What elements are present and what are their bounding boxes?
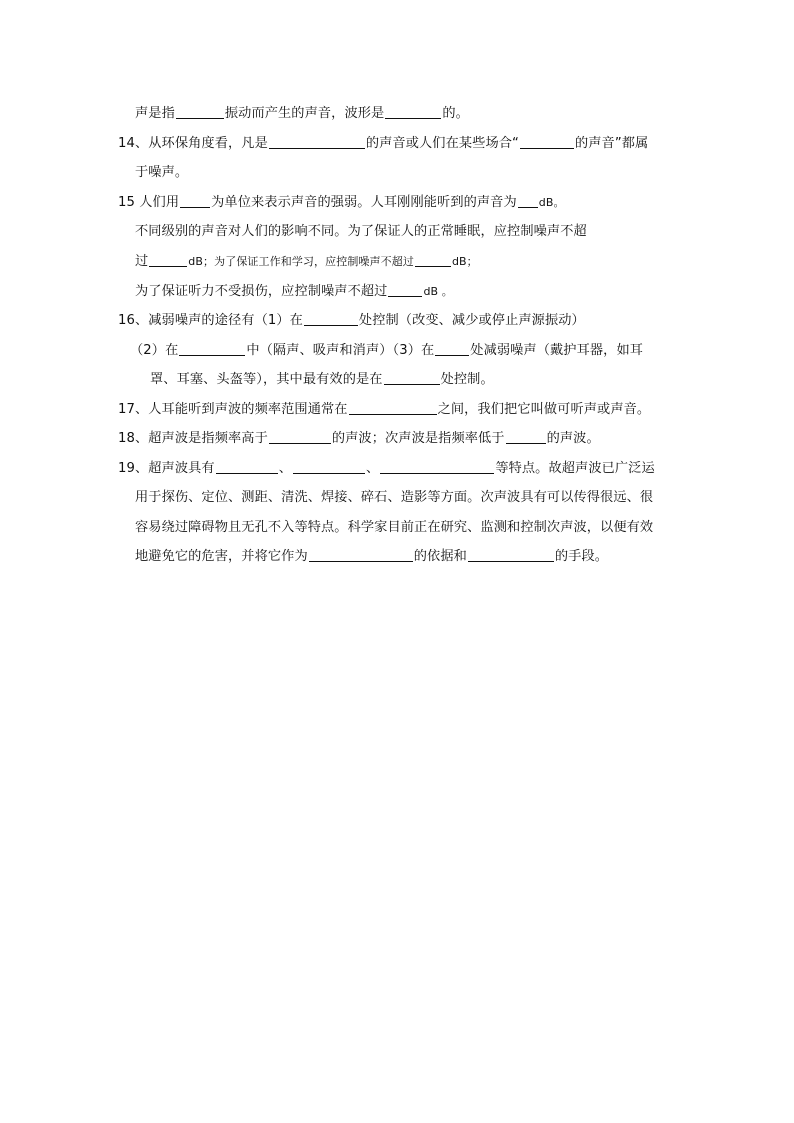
answer-blank[interactable] — [520, 135, 574, 149]
answer-blank[interactable] — [435, 342, 469, 356]
q17-line-1 — [118, 401, 650, 419]
answer-blank[interactable] — [179, 342, 245, 356]
q16-line-1 — [118, 312, 585, 330]
text: 罩、耳塞、头盔等），其中最有效的是在 — [150, 372, 383, 387]
text: 容易绕过障碍物且无孔不入等特点。科学家目前正在研究、监测和控制次声波，以便有效 — [135, 520, 654, 535]
text: 的声波。 — [546, 431, 600, 446]
answer-blank[interactable] — [415, 253, 451, 267]
text: 处减弱噪声（戴护耳器，如耳 — [470, 343, 644, 358]
text: 过 — [135, 254, 149, 269]
text: （2）在 — [130, 343, 179, 358]
text: 的手段。 — [554, 549, 609, 564]
q16-line-2 — [130, 342, 643, 360]
text: 的声音”都属 — [574, 136, 649, 151]
text: 16、减弱噪声的途径有（1）在 — [118, 313, 303, 328]
text: 为单位来表示声音的强弱。人耳刚刚能听到的声音为 — [211, 195, 517, 210]
q15-line-2 — [135, 223, 587, 241]
answer-blank[interactable] — [269, 430, 331, 444]
text: 处控制（改变、减少或停止声源振动） — [358, 313, 585, 328]
text: 振动而产生的声音，波形是 — [224, 106, 385, 121]
answer-blank[interactable] — [309, 548, 413, 562]
answer-blank[interactable] — [518, 194, 538, 208]
text: 15 人们用 — [118, 195, 180, 210]
answer-blank[interactable] — [269, 135, 365, 149]
answer-blank[interactable] — [180, 194, 210, 208]
text: 为了保证听力不受损伤，应控制噪声不超过 — [135, 284, 388, 299]
q19-line-4 — [135, 548, 608, 566]
answer-blank[interactable] — [384, 371, 440, 385]
q16-line-3 — [150, 371, 494, 389]
answer-blank[interactable] — [149, 253, 187, 267]
text: 地避免它的危害，并将它作为 — [135, 549, 308, 564]
text: 的声波；次声波是指频率低于 — [331, 431, 505, 446]
q19-line-2 — [135, 489, 653, 507]
text: 、 — [278, 461, 293, 476]
text: dB；为了保证工作和学习，应控制噪声不超过 — [188, 255, 414, 268]
answer-blank[interactable] — [506, 430, 546, 444]
text: 等特点。故超声波已广泛运 — [495, 461, 655, 476]
text: 声是指 — [135, 106, 175, 121]
text: 处控制。 — [440, 372, 494, 387]
text: dB。 — [538, 196, 565, 209]
text: 的。 — [442, 106, 469, 121]
q19-line-3 — [135, 519, 653, 537]
text: 的声音或人们在某些场合“ — [365, 136, 519, 151]
q15-line-3 — [135, 253, 478, 271]
text: dB 。 — [423, 285, 453, 298]
q19-line-1 — [118, 460, 655, 478]
answer-blank[interactable] — [385, 105, 441, 119]
q13-line-1 — [135, 105, 469, 123]
text: 用于探伤、定位、测距、清洗、焊接、碎石、造影等方面。次声波具有可以传得很远、很 — [135, 490, 654, 505]
q14-line-2 — [135, 164, 188, 182]
text: dB； — [451, 255, 478, 268]
text: 、 — [366, 461, 380, 476]
text: 18、超声波是指频率高于 — [118, 431, 268, 446]
text: 不同级别的声音对人们的影响不同。为了保证人的正常睡眠，应控制噪声不超 — [135, 224, 587, 239]
text: 的依据和 — [413, 549, 467, 564]
answer-blank[interactable] — [304, 312, 358, 326]
text: 19、超声波具有 — [118, 461, 215, 476]
answer-blank[interactable] — [176, 105, 224, 119]
text: 14、从环保角度看，凡是 — [118, 136, 268, 151]
answer-blank[interactable] — [388, 283, 422, 297]
text: 于噪声。 — [135, 165, 189, 180]
q15-line-4 — [135, 283, 453, 301]
answer-blank[interactable] — [216, 460, 278, 474]
q14-line-1 — [118, 135, 648, 153]
answer-blank[interactable] — [468, 548, 554, 562]
text: 17、人耳能听到声波的频率范围通常在 — [118, 402, 348, 417]
q15-line-1 — [118, 194, 565, 212]
answer-blank[interactable] — [293, 460, 365, 474]
text: 之间，我们把它叫做可听声或声音。 — [437, 402, 651, 417]
q18-line-1 — [118, 430, 600, 448]
answer-blank[interactable] — [380, 460, 494, 474]
text: 中（隔声、吸声和消声）（3）在 — [246, 343, 435, 358]
answer-blank[interactable] — [349, 401, 437, 415]
